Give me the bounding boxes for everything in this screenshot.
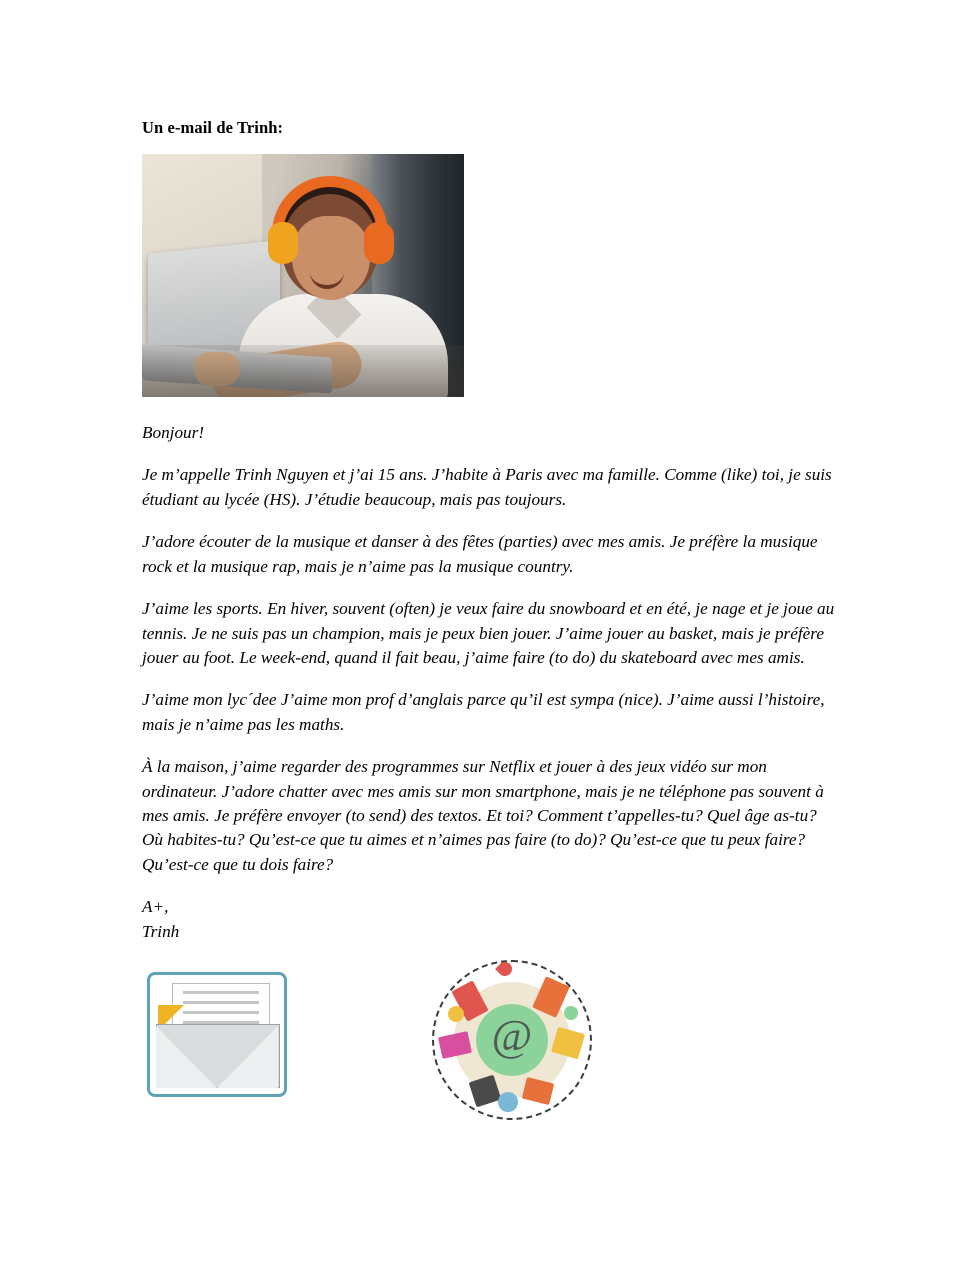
envelope-flap-right <box>217 1026 278 1088</box>
email-paragraph-4: J’aime mon lyc´dee J’aime mon prof d’anglais parce qu’il est sympa (nice). J’aime aussi l’histoire, mais je n’aime pas les maths. <box>142 690 825 734</box>
clipart-row <box>142 960 842 1140</box>
envelope-flap-left <box>156 1026 217 1088</box>
envelope-icon <box>147 972 287 1097</box>
email-signature: Trinh <box>142 921 180 941</box>
email-closing: A+, <box>142 897 169 917</box>
headphone-earcup-right <box>364 222 394 264</box>
student-photo <box>142 154 464 397</box>
headphone-earcup-left <box>268 222 298 264</box>
page-title: Un e-mail de Trinh: <box>142 118 284 137</box>
photo-desk <box>142 345 464 397</box>
at-sign-glyph: @ <box>491 1011 533 1061</box>
email-paragraph-2: J’adore écouter de la musique et danser à des fêtes (parties) avec mes amis. Je préfère la musique rock et la musique rap, mais je n’aime pas la musique country. <box>142 532 818 576</box>
email-paragraph-3: J’aime les sports. En hiver, souvent (often) je veux faire du snowboard et en été, je nage et je joue au tennis. Je ne suis pas un champion, mais je peux bien jouer. J’aime jouer au basket, mais je préfère jouer au foot. Le week-end, quand il fait beau, j’aime faire (to do) du skateboard avec mes amis. <box>142 599 835 667</box>
email-paragraph-1: Je m’appelle Trinh Nguyen et j’ai 15 ans. J’habite à Paris avec ma famille. Comme (like) toi, je suis étudiant au lycée (HS). J’étudie beaucoup, mais pas toujours. <box>142 465 832 509</box>
document-content <box>142 118 842 1140</box>
email-paragraph-5: À la maison, j’aime regarder des programmes sur Netflix et jouer à des jeux vidéo sur mon ordinateur. J’adore chatter avec mes amis sur mon smartphone, mais je ne téléphone pas souvent à mes amis. Je préfère envoyer (to send) des textos. Et toi? Comment t’appelles-tu? Quel âge as-tu? Où habites-tu? Qu’est-ce que tu aimes et n’aimes pas faire (to do)? Qu’est-ce que tu peux faire? Qu’est-ce que tu dois faire? <box>142 757 824 874</box>
email-greeting: Bonjour! <box>142 423 205 442</box>
at-sign-collage-icon <box>432 960 592 1120</box>
